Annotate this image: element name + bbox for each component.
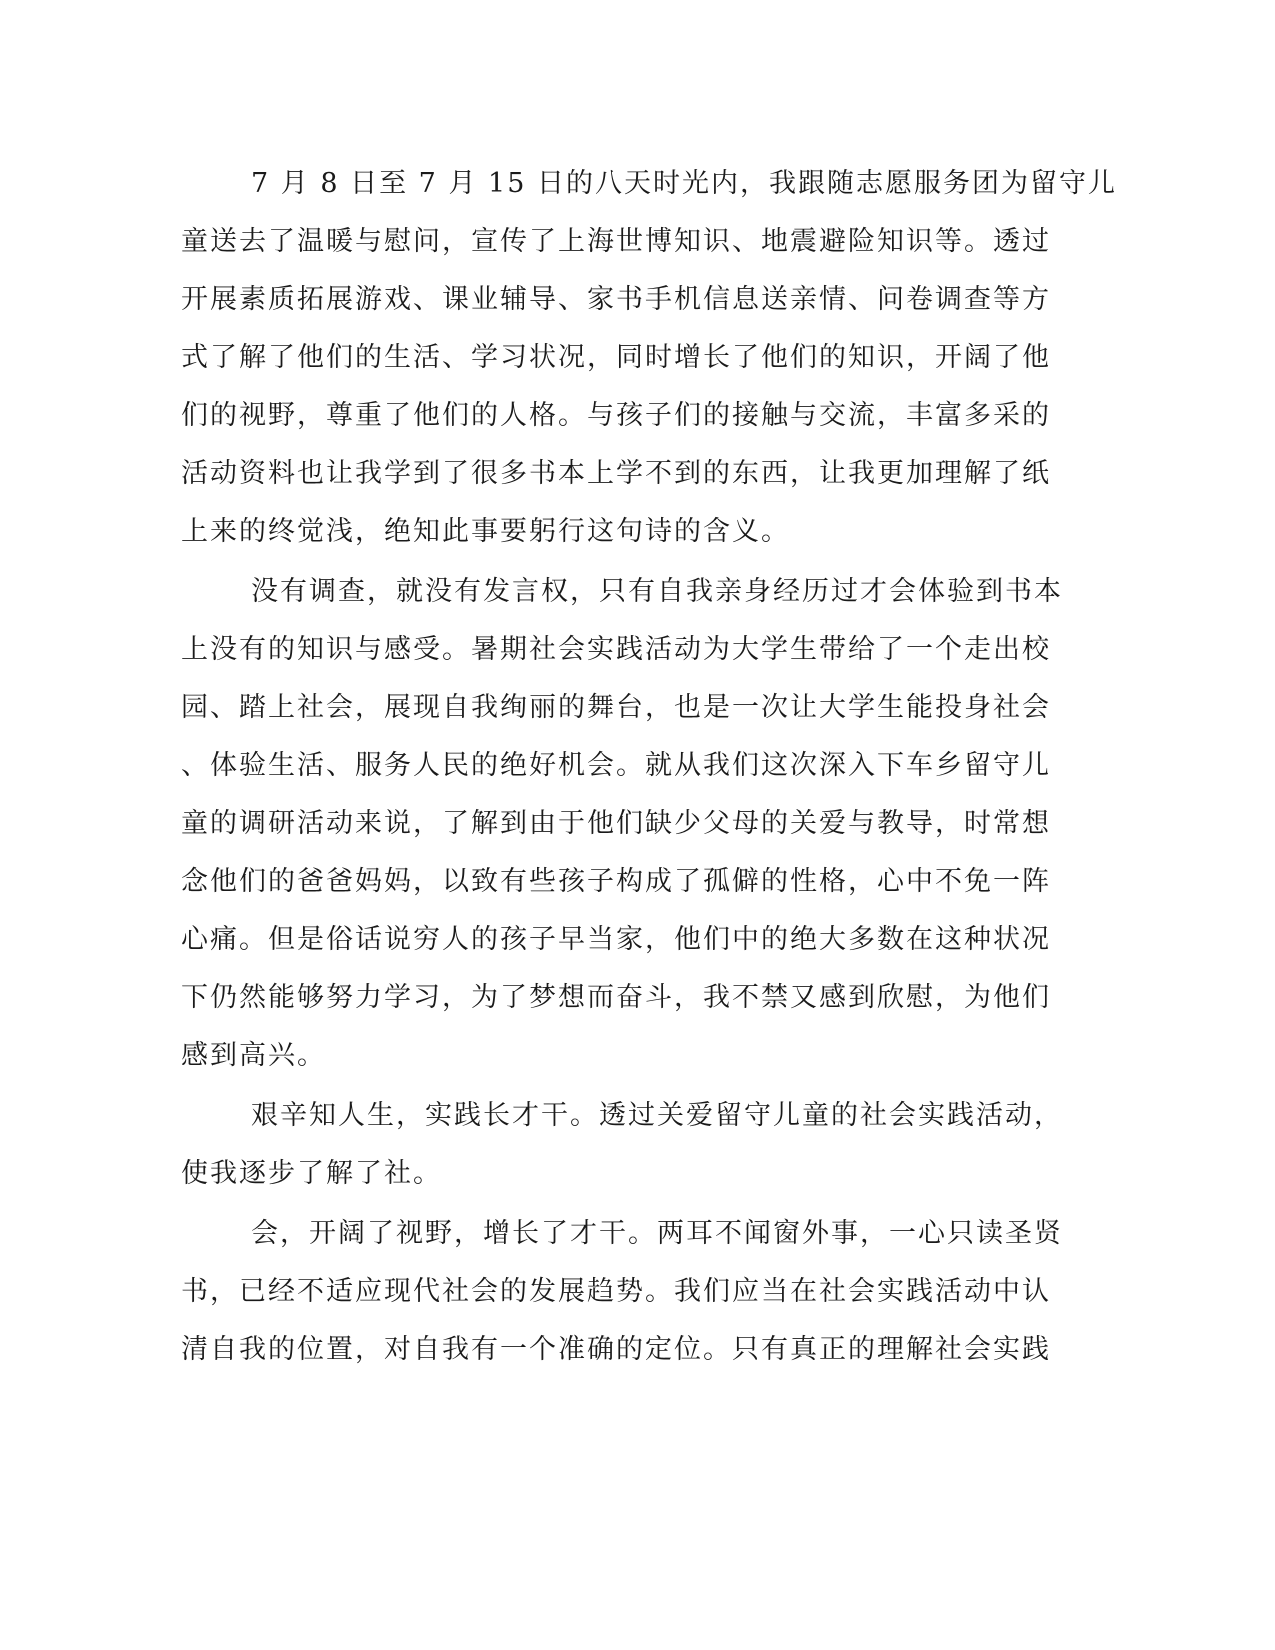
text-line: 童送去了温暖与慰问，宣传了上海世博知识、地震避险知识等。透过: [181, 226, 1051, 257]
text-line: 上来的终觉浅，绝知此事要躬行这句诗的含义。: [181, 516, 790, 547]
text-line: 下仍然能够努力学习，为了梦想而奋斗，我不禁又感到欣慰，为他们: [181, 982, 1051, 1013]
text-line: 开展素质拓展游戏、课业辅导、家书手机信息送亲情、问卷调查等方: [181, 284, 1051, 315]
text-line: 感到高兴。: [181, 1040, 326, 1071]
text-line: 7 月 8 日至 7 月 15 日的八天时光内，我跟随志愿服务团为留守儿: [251, 168, 1117, 199]
text-line: 、体验生活、服务人民的绝好机会。就从我们这次深入下车乡留守儿: [181, 750, 1051, 781]
text-line: 上没有的知识与感受。暑期社会实践活动为大学生带给了一个走出校: [181, 634, 1051, 665]
text-line: 书，已经不适应现代社会的发展趋势。我们应当在社会实践活动中认: [181, 1276, 1051, 1307]
text-line: 念他们的爸爸妈妈，以致有些孩子构成了孤僻的性格，心中不免一阵: [181, 866, 1051, 897]
text-line: 清自我的位置，对自我有一个准确的定位。只有真正的理解社会实践: [181, 1334, 1051, 1365]
text-line: 园、踏上社会，展现自我绚丽的舞台，也是一次让大学生能投身社会: [181, 692, 1051, 723]
text-line: 会，开阔了视野，增长了才干。两耳不闻窗外事，一心只读圣贤: [251, 1218, 1063, 1249]
text-line: 没有调查，就没有发言权，只有自我亲身经历过才会体验到书本: [251, 576, 1063, 607]
text-line: 心痛。但是俗话说穷人的孩子早当家，他们中的绝大多数在这种状况: [181, 924, 1051, 955]
text-line: 活动资料也让我学到了很多书本上学不到的东西，让我更加理解了纸: [181, 458, 1051, 489]
text-line: 艰辛知人生，实践长才干。透过关爱留守儿童的社会实践活动，: [251, 1100, 1063, 1131]
text-line: 们的视野，尊重了他们的人格。与孩子们的接触与交流，丰富多采的: [181, 400, 1051, 431]
text-line: 使我逐步了解了社。: [181, 1158, 442, 1189]
text-line: 童的调研活动来说，了解到由于他们缺少父母的关爱与教导，时常想: [181, 808, 1051, 839]
text-line: 式了解了他们的生活、学习状况，同时增长了他们的知识，开阔了他: [181, 342, 1051, 373]
